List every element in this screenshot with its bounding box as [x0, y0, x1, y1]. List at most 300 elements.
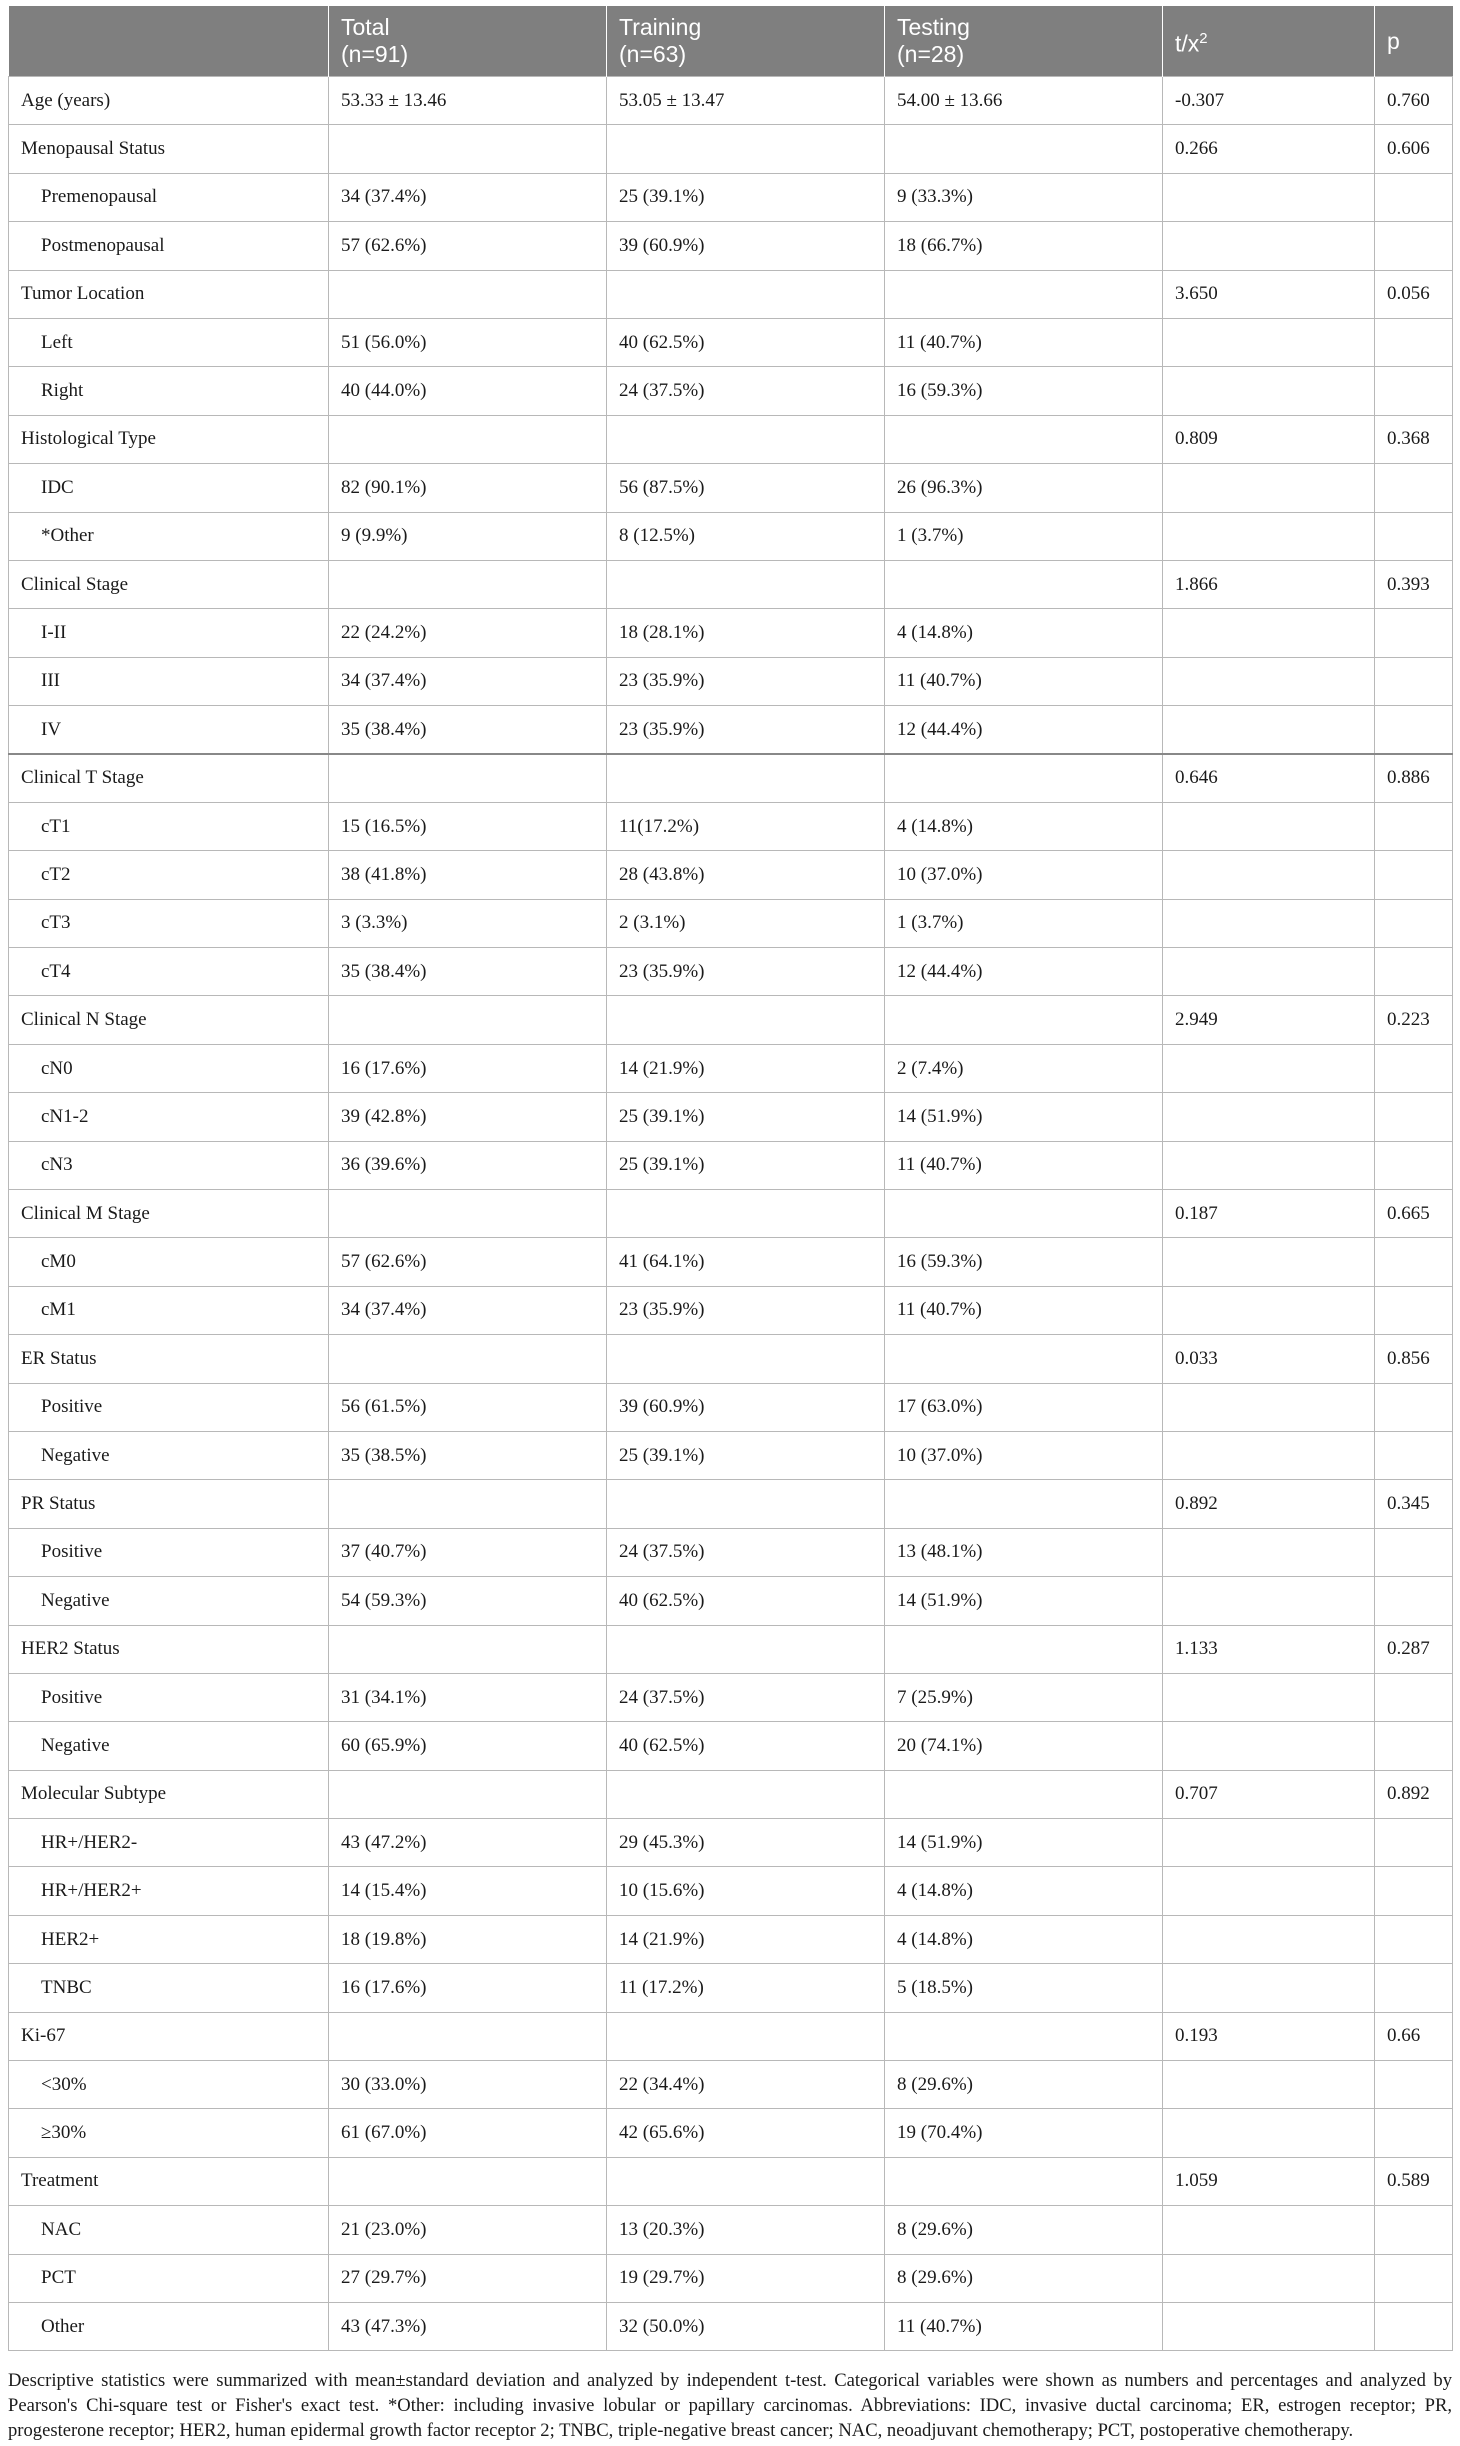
- cell-testing: 9 (33.3%): [885, 173, 1163, 221]
- cell-p-value: [1375, 706, 1453, 754]
- cell-total: 30 (33.0%): [329, 2061, 607, 2109]
- cell-testing: 16 (59.3%): [885, 367, 1163, 415]
- header-total-n: (n=91): [341, 41, 409, 67]
- cell-p-value: [1375, 1915, 1453, 1963]
- cell-p-value: [1375, 318, 1453, 366]
- cell-p-value: 0.393: [1375, 560, 1453, 608]
- row-label: Clinical N Stage: [9, 996, 329, 1044]
- table-row-subcategory: [9, 1431, 1453, 1479]
- cell-p-value: 0.66: [1375, 2012, 1453, 2060]
- cell-testing: [885, 1480, 1163, 1528]
- cell-p-value: [1375, 851, 1453, 899]
- cell-training: 53.05 ± 13.47: [607, 77, 885, 125]
- row-label: HR+/HER2+: [9, 1867, 329, 1915]
- row-label: cN0: [9, 1044, 329, 1092]
- cell-testing: 10 (37.0%): [885, 851, 1163, 899]
- cell-training: 29 (45.3%): [607, 1819, 885, 1867]
- cell-total: 82 (90.1%): [329, 464, 607, 512]
- header-statistic: [1163, 6, 1375, 77]
- cell-total: 51 (56.0%): [329, 318, 607, 366]
- cell-statistic: [1163, 706, 1375, 754]
- cell-statistic: 0.892: [1163, 1480, 1375, 1528]
- cell-statistic: [1163, 512, 1375, 560]
- table-row-subcategory: [9, 1141, 1453, 1189]
- table-row-subcategory: [9, 2109, 1453, 2157]
- cell-total: 34 (37.4%): [329, 1286, 607, 1334]
- table-row-subcategory: [9, 1577, 1453, 1625]
- cell-statistic: 1.133: [1163, 1625, 1375, 1673]
- cell-testing: 10 (37.0%): [885, 1431, 1163, 1479]
- cell-p-value: [1375, 802, 1453, 850]
- cell-total: 34 (37.4%): [329, 173, 607, 221]
- cell-testing: [885, 125, 1163, 173]
- cell-testing: [885, 1770, 1163, 1818]
- cell-total: 36 (39.6%): [329, 1141, 607, 1189]
- cell-statistic: [1163, 948, 1375, 996]
- cell-statistic: [1163, 2254, 1375, 2302]
- table-row-subcategory: [9, 657, 1453, 705]
- table-row-subcategory: [9, 512, 1453, 560]
- row-label: cM1: [9, 1286, 329, 1334]
- table-row-subcategory: [9, 1528, 1453, 1576]
- cell-p-value: [1375, 2061, 1453, 2109]
- cell-total: [329, 1770, 607, 1818]
- cell-training: 42 (65.6%): [607, 2109, 885, 2157]
- cell-p-value: [1375, 1528, 1453, 1576]
- cell-total: [329, 270, 607, 318]
- cell-testing: [885, 996, 1163, 1044]
- table-row-subcategory: [9, 1286, 1453, 1334]
- cell-testing: [885, 270, 1163, 318]
- cell-total: [329, 1335, 607, 1383]
- cell-p-value: [1375, 609, 1453, 657]
- cell-total: 31 (34.1%): [329, 1673, 607, 1721]
- cell-p-value: 0.892: [1375, 1770, 1453, 1818]
- row-label: Premenopausal: [9, 173, 329, 221]
- cell-testing: 12 (44.4%): [885, 948, 1163, 996]
- table-row-variable: [9, 1189, 1453, 1237]
- cell-statistic: [1163, 1093, 1375, 1141]
- table-row-subcategory: [9, 851, 1453, 899]
- cell-testing: [885, 1625, 1163, 1673]
- cell-testing: [885, 560, 1163, 608]
- cell-p-value: 0.760: [1375, 77, 1453, 125]
- cell-training: 23 (35.9%): [607, 948, 885, 996]
- cell-training: [607, 1189, 885, 1237]
- cell-p-value: [1375, 1286, 1453, 1334]
- row-label: ER Status: [9, 1335, 329, 1383]
- cell-training: 40 (62.5%): [607, 1722, 885, 1770]
- cell-testing: 4 (14.8%): [885, 1867, 1163, 1915]
- cell-total: 22 (24.2%): [329, 609, 607, 657]
- cell-training: [607, 560, 885, 608]
- cell-statistic: [1163, 657, 1375, 705]
- cell-testing: 8 (29.6%): [885, 2061, 1163, 2109]
- cell-statistic: [1163, 222, 1375, 270]
- cell-testing: 4 (14.8%): [885, 1915, 1163, 1963]
- cell-total: 14 (15.4%): [329, 1867, 607, 1915]
- cell-p-value: [1375, 1577, 1453, 1625]
- cell-p-value: [1375, 948, 1453, 996]
- cell-statistic: [1163, 851, 1375, 899]
- cell-total: 21 (23.0%): [329, 2206, 607, 2254]
- table-row-subcategory: [9, 464, 1453, 512]
- row-label: Histological Type: [9, 415, 329, 463]
- cell-statistic: 0.187: [1163, 1189, 1375, 1237]
- cell-p-value: 0.287: [1375, 1625, 1453, 1673]
- cell-statistic: 0.193: [1163, 2012, 1375, 2060]
- table-row-variable: [9, 996, 1453, 1044]
- cell-statistic: [1163, 1286, 1375, 1334]
- table-row-variable: [9, 2012, 1453, 2060]
- cell-statistic: -0.307: [1163, 77, 1375, 125]
- table-row-subcategory: [9, 173, 1453, 221]
- cell-training: 14 (21.9%): [607, 1044, 885, 1092]
- table-row-subcategory: [9, 802, 1453, 850]
- cell-statistic: [1163, 1577, 1375, 1625]
- row-label: HER2+: [9, 1915, 329, 1963]
- header-training-n: (n=63): [619, 41, 687, 67]
- cell-total: [329, 125, 607, 173]
- table-header: [9, 6, 1453, 77]
- cell-training: 14 (21.9%): [607, 1915, 885, 1963]
- cell-p-value: [1375, 512, 1453, 560]
- cell-testing: 11 (40.7%): [885, 2302, 1163, 2350]
- header-training: [607, 6, 885, 77]
- cell-total: [329, 415, 607, 463]
- cell-statistic: [1163, 1044, 1375, 1092]
- header-total-label: Total: [341, 14, 390, 40]
- table-row-subcategory: [9, 2061, 1453, 2109]
- table-row-variable: [9, 1480, 1453, 1528]
- cell-testing: 19 (70.4%): [885, 2109, 1163, 2157]
- cell-total: 60 (65.9%): [329, 1722, 607, 1770]
- cell-p-value: [1375, 1238, 1453, 1286]
- cell-total: 34 (37.4%): [329, 657, 607, 705]
- cell-p-value: [1375, 173, 1453, 221]
- cell-statistic: [1163, 2109, 1375, 2157]
- cell-total: 9 (9.9%): [329, 512, 607, 560]
- cell-training: 18 (28.1%): [607, 609, 885, 657]
- cell-testing: 16 (59.3%): [885, 1238, 1163, 1286]
- table-row-subcategory: [9, 1964, 1453, 2012]
- cell-training: 56 (87.5%): [607, 464, 885, 512]
- table-row-subcategory: [9, 1722, 1453, 1770]
- cell-statistic: [1163, 1915, 1375, 1963]
- cell-testing: 11 (40.7%): [885, 318, 1163, 366]
- row-label: cT3: [9, 899, 329, 947]
- cell-testing: 13 (48.1%): [885, 1528, 1163, 1576]
- cell-testing: 26 (96.3%): [885, 464, 1163, 512]
- table-row-variable: [9, 2157, 1453, 2205]
- cell-statistic: 1.059: [1163, 2157, 1375, 2205]
- row-label: I-II: [9, 609, 329, 657]
- table-row-variable: [9, 1335, 1453, 1383]
- table-row-subcategory: [9, 948, 1453, 996]
- row-label: cT1: [9, 802, 329, 850]
- cell-training: 28 (43.8%): [607, 851, 885, 899]
- row-label: Clinical Stage: [9, 560, 329, 608]
- row-label: Left: [9, 318, 329, 366]
- cell-training: [607, 754, 885, 802]
- row-label: TNBC: [9, 1964, 329, 2012]
- cell-statistic: [1163, 2302, 1375, 2350]
- cell-training: 23 (35.9%): [607, 706, 885, 754]
- cell-total: 54 (59.3%): [329, 1577, 607, 1625]
- cell-testing: 1 (3.7%): [885, 512, 1163, 560]
- cell-statistic: 1.866: [1163, 560, 1375, 608]
- cell-p-value: 0.606: [1375, 125, 1453, 173]
- cell-training: 24 (37.5%): [607, 367, 885, 415]
- cell-statistic: 0.033: [1163, 1335, 1375, 1383]
- row-label: cM0: [9, 1238, 329, 1286]
- row-label: *Other: [9, 512, 329, 560]
- cell-statistic: [1163, 802, 1375, 850]
- row-label: Positive: [9, 1528, 329, 1576]
- cell-training: [607, 1625, 885, 1673]
- cell-training: 10 (15.6%): [607, 1867, 885, 1915]
- table-row-subcategory: [9, 1867, 1453, 1915]
- cell-p-value: [1375, 1093, 1453, 1141]
- cell-training: 25 (39.1%): [607, 1141, 885, 1189]
- cell-p-value: [1375, 2302, 1453, 2350]
- table-row-subcategory: [9, 1915, 1453, 1963]
- header-row: [9, 6, 1453, 77]
- cell-total: 39 (42.8%): [329, 1093, 607, 1141]
- cell-total: 38 (41.8%): [329, 851, 607, 899]
- cell-testing: 14 (51.9%): [885, 1819, 1163, 1867]
- cell-total: 53.33 ± 13.46: [329, 77, 607, 125]
- cell-statistic: [1163, 464, 1375, 512]
- table-footnote: Descriptive statistics were summarized with mean±standard deviation and analyzed by independent t-test. Categorical variables were shown as numbers and percentages and analyzed by Pearson's Chi-square test or Fisher's exact test. *Other: including invasive lobular or papillary carcinomas. Abbreviations: IDC, invasive ductal carcinoma; ER, estrogen receptor; PR, progesterone receptor; HER2, human epidermal growth factor receptor 2; TNBC, triple-negative breast cancer; NAC, neoadjuvant chemotherapy; PCT, postoperative chemotherapy.: [8, 2370, 1452, 2441]
- table-row-subcategory: [9, 367, 1453, 415]
- cell-total: [329, 1480, 607, 1528]
- cell-training: 25 (39.1%): [607, 1093, 885, 1141]
- cell-p-value: [1375, 2109, 1453, 2157]
- row-label: HER2 Status: [9, 1625, 329, 1673]
- cell-total: 61 (67.0%): [329, 2109, 607, 2157]
- cell-p-value: 0.368: [1375, 415, 1453, 463]
- cell-testing: 4 (14.8%): [885, 802, 1163, 850]
- cell-training: 40 (62.5%): [607, 318, 885, 366]
- cell-testing: 20 (74.1%): [885, 1722, 1163, 1770]
- cell-statistic: [1163, 318, 1375, 366]
- table-row-subcategory: [9, 899, 1453, 947]
- cell-testing: 17 (63.0%): [885, 1383, 1163, 1431]
- cell-statistic: [1163, 1819, 1375, 1867]
- cell-total: 37 (40.7%): [329, 1528, 607, 1576]
- table-row-subcategory: [9, 2302, 1453, 2350]
- cell-statistic: [1163, 1722, 1375, 1770]
- row-label: PCT: [9, 2254, 329, 2302]
- row-label: Treatment: [9, 2157, 329, 2205]
- cell-testing: 8 (29.6%): [885, 2206, 1163, 2254]
- table-row-variable: [9, 125, 1453, 173]
- row-label: Right: [9, 367, 329, 415]
- table-row-variable: [9, 415, 1453, 463]
- cell-p-value: 0.056: [1375, 270, 1453, 318]
- cell-total: 3 (3.3%): [329, 899, 607, 947]
- table-container: [8, 6, 1452, 2351]
- table-row-subcategory: [9, 2254, 1453, 2302]
- cell-total: 16 (17.6%): [329, 1044, 607, 1092]
- cell-statistic: 0.707: [1163, 1770, 1375, 1818]
- cell-testing: 54.00 ± 13.66: [885, 77, 1163, 125]
- table-row-subcategory: [9, 2206, 1453, 2254]
- header-statistic-base: t/x: [1175, 30, 1200, 57]
- row-label: Clinical T Stage: [9, 754, 329, 802]
- cell-statistic: [1163, 2206, 1375, 2254]
- table-row-subcategory: [9, 1383, 1453, 1431]
- cell-testing: [885, 2157, 1163, 2205]
- cell-training: [607, 125, 885, 173]
- row-label: Ki-67: [9, 2012, 329, 2060]
- cell-testing: 4 (14.8%): [885, 609, 1163, 657]
- cell-p-value: [1375, 1867, 1453, 1915]
- table-row-variable: [9, 1625, 1453, 1673]
- cell-statistic: [1163, 1141, 1375, 1189]
- cell-total: 43 (47.3%): [329, 2302, 607, 2350]
- cell-training: 40 (62.5%): [607, 1577, 885, 1625]
- cell-total: [329, 2157, 607, 2205]
- cell-training: [607, 1770, 885, 1818]
- cell-p-value: [1375, 1431, 1453, 1479]
- cell-statistic: 0.266: [1163, 125, 1375, 173]
- cell-statistic: [1163, 1964, 1375, 2012]
- row-label: cN3: [9, 1141, 329, 1189]
- table-row-subcategory: [9, 1819, 1453, 1867]
- cell-total: [329, 1189, 607, 1237]
- cell-testing: 8 (29.6%): [885, 2254, 1163, 2302]
- table-row-subcategory: [9, 1238, 1453, 1286]
- table-row-variable: [9, 270, 1453, 318]
- row-label: Molecular Subtype: [9, 1770, 329, 1818]
- table-row-subcategory: [9, 318, 1453, 366]
- row-label: Positive: [9, 1383, 329, 1431]
- cell-training: [607, 996, 885, 1044]
- cell-total: [329, 996, 607, 1044]
- cell-training: 23 (35.9%): [607, 1286, 885, 1334]
- row-label: HR+/HER2-: [9, 1819, 329, 1867]
- row-label: Positive: [9, 1673, 329, 1721]
- cell-training: 13 (20.3%): [607, 2206, 885, 2254]
- cell-p-value: [1375, 1044, 1453, 1092]
- cell-training: 32 (50.0%): [607, 2302, 885, 2350]
- cell-p-value: [1375, 1673, 1453, 1721]
- cell-total: [329, 1625, 607, 1673]
- cell-p-value: [1375, 464, 1453, 512]
- cell-statistic: [1163, 1383, 1375, 1431]
- cell-p-value: 0.345: [1375, 1480, 1453, 1528]
- header-statistic-sup: 2: [1199, 29, 1208, 47]
- cell-testing: [885, 1335, 1163, 1383]
- cell-p-value: [1375, 2254, 1453, 2302]
- cell-p-value: [1375, 1819, 1453, 1867]
- cell-statistic: 2.949: [1163, 996, 1375, 1044]
- cell-statistic: [1163, 173, 1375, 221]
- cell-testing: 1 (3.7%): [885, 899, 1163, 947]
- row-label: <30%: [9, 2061, 329, 2109]
- table-row-subcategory: [9, 1673, 1453, 1721]
- table-row-variable: [9, 77, 1453, 125]
- header-variable: [9, 6, 329, 77]
- cell-statistic: [1163, 1528, 1375, 1576]
- row-label: Negative: [9, 1577, 329, 1625]
- cell-total: 18 (19.8%): [329, 1915, 607, 1963]
- cell-training: 8 (12.5%): [607, 512, 885, 560]
- cell-training: 24 (37.5%): [607, 1528, 885, 1576]
- cell-p-value: 0.856: [1375, 1335, 1453, 1383]
- cell-testing: 12 (44.4%): [885, 706, 1163, 754]
- cell-p-value: [1375, 1383, 1453, 1431]
- cell-total: 35 (38.4%): [329, 948, 607, 996]
- cell-p-value: [1375, 1141, 1453, 1189]
- cell-p-value: 0.223: [1375, 996, 1453, 1044]
- cell-statistic: 0.646: [1163, 754, 1375, 802]
- cell-total: 40 (44.0%): [329, 367, 607, 415]
- table-row-variable: [9, 1770, 1453, 1818]
- row-label: III: [9, 657, 329, 705]
- table-row-variable: [9, 560, 1453, 608]
- header-total: [329, 6, 607, 77]
- cell-training: [607, 1335, 885, 1383]
- cell-testing: [885, 754, 1163, 802]
- cell-training: 22 (34.4%): [607, 2061, 885, 2109]
- cell-total: 35 (38.5%): [329, 1431, 607, 1479]
- row-label: Tumor Location: [9, 270, 329, 318]
- cell-p-value: [1375, 367, 1453, 415]
- cell-testing: 7 (25.9%): [885, 1673, 1163, 1721]
- cell-testing: 18 (66.7%): [885, 222, 1163, 270]
- cell-p-value: [1375, 899, 1453, 947]
- cell-p-value: [1375, 2206, 1453, 2254]
- cell-training: 11(17.2%): [607, 802, 885, 850]
- cell-statistic: [1163, 367, 1375, 415]
- cell-total: 27 (29.7%): [329, 2254, 607, 2302]
- row-label: ≥30%: [9, 2109, 329, 2157]
- row-label: PR Status: [9, 1480, 329, 1528]
- cell-statistic: [1163, 1673, 1375, 1721]
- table-row-subcategory: [9, 1093, 1453, 1141]
- cell-testing: 11 (40.7%): [885, 1286, 1163, 1334]
- row-label: cT2: [9, 851, 329, 899]
- header-testing-n: (n=28): [897, 41, 965, 67]
- row-label: Clinical M Stage: [9, 1189, 329, 1237]
- cell-testing: [885, 415, 1163, 463]
- cell-total: 57 (62.6%): [329, 222, 607, 270]
- table-row-subcategory: [9, 1044, 1453, 1092]
- cell-training: 24 (37.5%): [607, 1673, 885, 1721]
- row-label: Negative: [9, 1722, 329, 1770]
- cell-total: 43 (47.2%): [329, 1819, 607, 1867]
- table-row-subcategory: [9, 222, 1453, 270]
- cell-training: 41 (64.1%): [607, 1238, 885, 1286]
- cell-training: 39 (60.9%): [607, 1383, 885, 1431]
- cell-statistic: [1163, 2061, 1375, 2109]
- row-label: IDC: [9, 464, 329, 512]
- cell-training: [607, 2012, 885, 2060]
- row-label: Age (years): [9, 77, 329, 125]
- cell-statistic: [1163, 1431, 1375, 1479]
- cell-total: 57 (62.6%): [329, 1238, 607, 1286]
- cell-training: [607, 2157, 885, 2205]
- cell-testing: [885, 1189, 1163, 1237]
- cell-training: [607, 1480, 885, 1528]
- cell-p-value: 0.665: [1375, 1189, 1453, 1237]
- cell-training: 19 (29.7%): [607, 2254, 885, 2302]
- row-label: Negative: [9, 1431, 329, 1479]
- row-label: NAC: [9, 2206, 329, 2254]
